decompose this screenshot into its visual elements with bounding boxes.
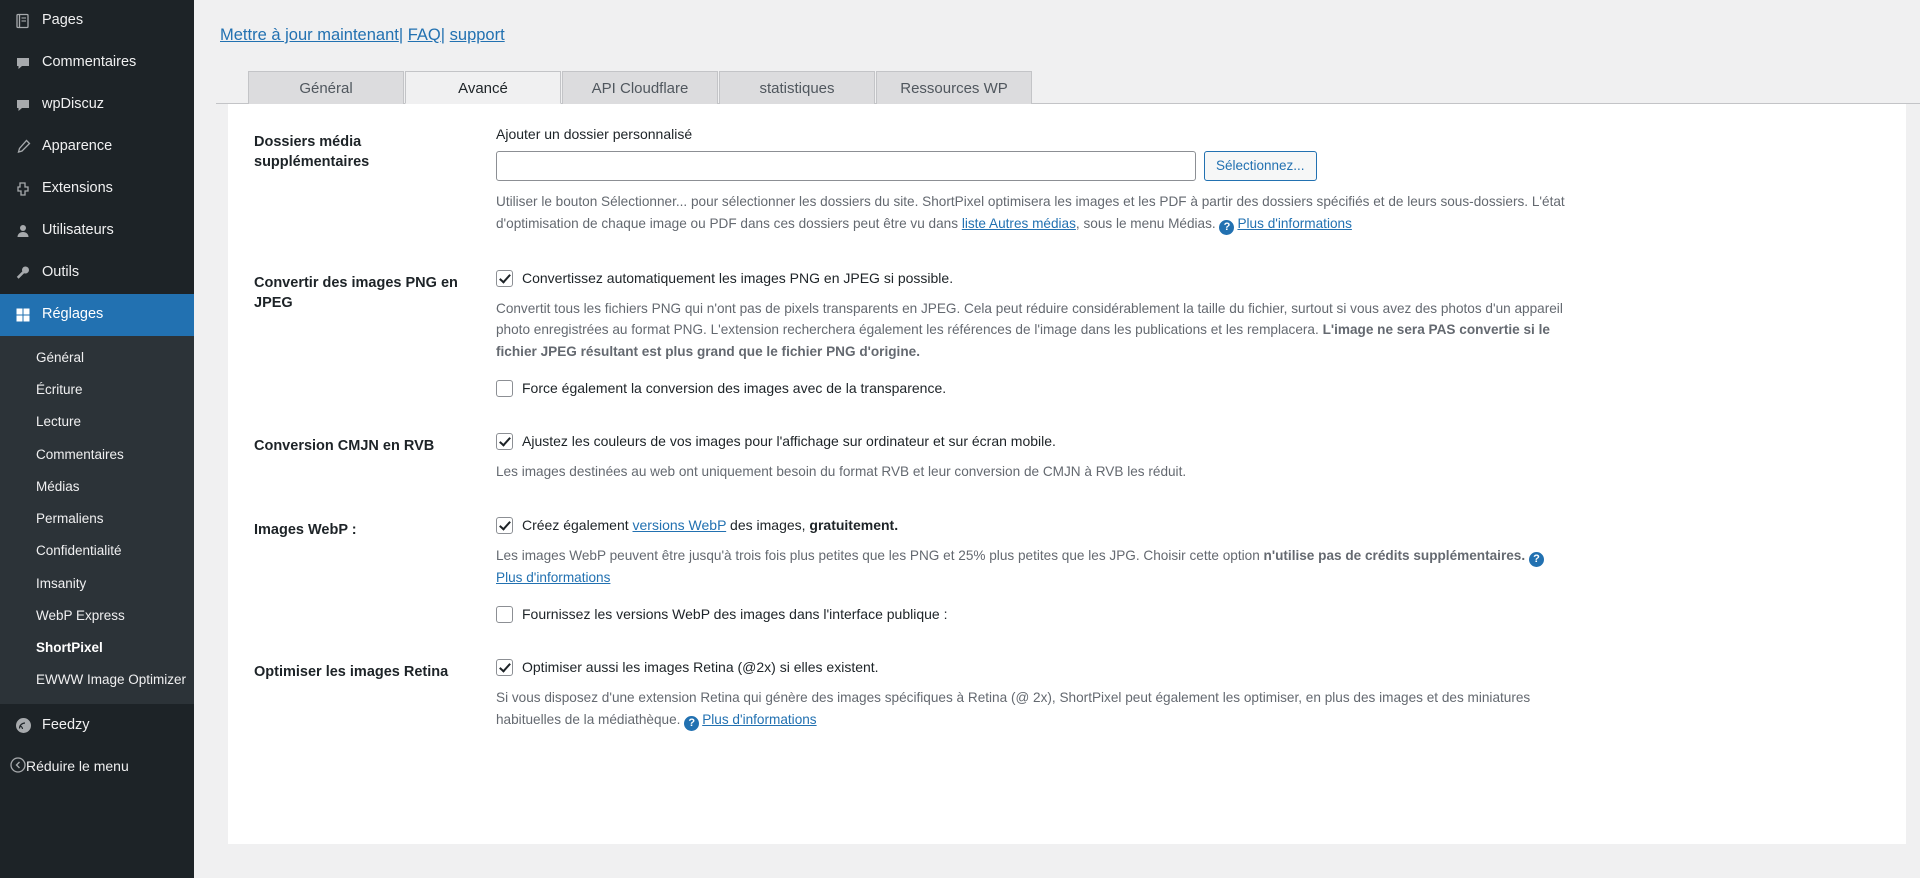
settings-tabs [216,69,1920,104]
sidebar-item-label: Apparence [42,138,113,155]
setting-label-webp: Images WebP : [254,522,357,539]
retina-checkbox-line[interactable] [496,658,1866,677]
sidebar-item-label: Utilisateurs [42,222,114,239]
png-to-jpeg-checkbox-line[interactable] [496,269,1866,288]
setting-label-cmyk-to-rgb: Conversion CMJN en RVB [254,437,435,454]
admin-main [194,0,1920,878]
sidebar-item-outils[interactable] [0,252,194,294]
comments-icon [10,55,36,71]
webp-create-checkbox-label [522,516,898,535]
webp-frontend-checkbox-label: Fournissez les versions WebP des images dans l'interface publique : [522,606,948,623]
sidebar-item-feedzy[interactable] [0,704,194,746]
retina-checkbox-label: Optimiser aussi les images Retina (@2x) si elles existent. [522,658,879,675]
submenu-item-general[interactable]: Général [36,350,85,365]
sidebar-item-reglages[interactable] [0,294,194,336]
webp-label-bold: gratuitement. [809,517,899,534]
retina-more-info-link[interactable]: Plus d'informations [702,711,817,727]
cmyk-checkbox-line[interactable] [496,432,1866,451]
media-folders-help-text-2: , sous le menu Médias. [1075,215,1216,231]
setting-row-retina [228,634,1906,741]
sidebar-item-apparence[interactable] [0,126,194,168]
webp-help [496,545,1566,589]
webp-label-mid: des images, [726,517,810,534]
webp-help-text: Les images WebP peuvent être jusqu'à trois fois plus petites que les PNG et 25% plus petites que les JPG. Choisir cette option [496,548,1260,564]
custom-folder-input-line [496,151,1866,181]
tab-statistiques[interactable]: statistiques [719,71,875,104]
tools-icon [10,265,36,281]
webp-frontend-checkbox[interactable] [496,606,513,623]
setting-body-media-folders [496,104,1906,245]
sidebar-item-label: Feedzy [42,716,90,733]
users-icon [10,223,36,239]
custom-folder-input[interactable] [496,151,1196,181]
sidebar-item-label: Commentaires [42,54,137,71]
setting-label-retina: Optimiser les images Retina [254,663,449,680]
info-icon: ? [1529,552,1544,567]
submenu-item-commentaires[interactable]: Commentaires [36,446,124,462]
cmyk-to-rgb-checkbox[interactable] [496,433,513,450]
setting-label-media-folders: Dossiers média supplémentaires [254,134,370,171]
sidebar-item-label: Réglages [42,306,104,323]
wpdiscuz-icon [10,97,36,113]
setting-row-webp [228,492,1906,634]
png-transparency-checkbox-line[interactable] [496,379,1866,398]
retina-help [496,687,1566,731]
cmyk-to-rgb-help: Les images destinées au web ont uniquement besoin du format RVB et leur conversion de CMJN à RVB les réduit. [496,463,1187,479]
collapse-menu-label: Réduire le menu [26,758,129,775]
submenu-item-medias[interactable]: Médias [36,478,80,494]
webp-help-bold: n'utilise pas de crédits supplémentaires. [1263,548,1526,564]
tab-general[interactable]: Général [248,71,404,104]
notice-separator-1: | [398,26,404,44]
png-transparency-checkbox-label: Force également la conversion des images avec de la transparence. [522,379,947,396]
setting-row-png-to-jpeg [228,245,1906,408]
setting-body-png-to-jpeg [496,245,1906,408]
settings-panel [228,104,1906,844]
submenu-item-permaliens[interactable]: Permaliens [36,511,104,527]
pages-icon [10,13,36,29]
notice-separator-2: | [440,26,446,44]
webp-versions-link[interactable]: versions WebP [632,517,727,534]
faq-link[interactable]: FAQ [407,26,441,44]
admin-sidebar [0,0,194,878]
update-now-link[interactable]: Mettre à jour maintenant [220,26,399,44]
select-folder-button[interactable]: Sélectionnez... [1204,151,1317,181]
submenu-item-confidentialite[interactable]: Confidentialité [36,543,122,559]
sidebar-item-commentaires[interactable] [0,42,194,84]
cmyk-to-rgb-checkbox-label: Ajustez les couleurs de vos images pour l'affichage sur ordinateur et sur écran mobile. [522,432,1056,449]
setting-label-png-to-jpeg: Convertir des images PNG en JPEG [254,274,458,312]
collapse-menu-button[interactable] [0,746,194,786]
support-link[interactable]: support [449,26,505,44]
submenu-item-webp-express[interactable]: WebP Express [36,607,125,623]
sidebar-item-pages[interactable] [0,0,194,42]
tab-api-cloudflare[interactable]: API Cloudflare [562,71,718,104]
media-folders-help [496,191,1566,235]
webp-more-info-link[interactable]: Plus d'informations [496,570,611,586]
submenu-item-imsanity[interactable]: Imsanity [36,575,87,591]
appearance-icon [10,139,36,155]
collapse-icon [10,757,26,776]
custom-folder-field-label: Ajouter un dossier personnalisé [496,126,693,142]
submenu-item-ewww-image-optimizer[interactable]: EWWW Image Optimizer [36,672,187,688]
png-to-jpeg-help-bold: L'image ne sera PAS convertie si le fichier JPEG résultant est plus grand que le fichier PNG d'origine. [496,322,1550,360]
setting-body-webp [496,492,1906,634]
png-to-jpeg-checkbox[interactable] [496,270,513,287]
setting-body-cmyk-to-rgb [496,408,1906,493]
sidebar-item-label: Extensions [42,180,113,197]
update-notice [216,0,1920,45]
png-to-jpeg-checkbox-label: Convertissez automatiquement les images PNG en JPEG si possible. [522,269,954,286]
submenu-item-lecture[interactable]: Lecture [36,414,82,430]
sidebar-item-wpdiscuz[interactable] [0,84,194,126]
sidebar-item-extensions[interactable] [0,168,194,210]
tab-avance[interactable]: Avancé [405,71,561,104]
feedzy-icon [10,717,36,734]
png-transparency-checkbox[interactable] [496,380,513,397]
autres-medias-link[interactable]: liste Autres médias [961,215,1076,231]
setting-body-retina [496,634,1906,741]
setting-row-media-folders [228,104,1906,245]
content-wrap [216,0,1920,878]
submenu-item-ecriture[interactable]: Écriture [36,382,83,398]
settings-submenu [0,336,194,704]
sidebar-item-label: Outils [42,264,80,281]
retina-checkbox[interactable] [496,659,513,676]
info-icon: ? [1219,220,1234,235]
webp-create-checkbox-line[interactable] [496,516,1866,535]
sidebar-item-label: wpDiscuz [42,96,105,113]
submenu-item-shortpixel[interactable]: ShortPixel [36,639,103,655]
media-folders-help-text-1: Utiliser le bouton Sélectionner... pour sélectionner les dossiers du site. ShortPixel optimisera les images et les PDF à partir des dossiers spécifiés et de leurs sous-dossiers. L'état d'optimisation de chaque image ou PDF dans ces dossiers peut être vu dans [496,194,1565,231]
webp-label-before: Créez également [522,517,633,534]
webp-frontend-checkbox-line[interactable] [496,605,1866,624]
sidebar-item-label: Pages [42,12,84,29]
plugins-icon [10,181,36,197]
info-icon: ? [684,716,699,731]
png-to-jpeg-help-text: Convertit tous les fichiers PNG qui n'ont pas de pixels transparents en JPEG. Cela peut réduire considérablement la taille du fichier, surtout si vous avez des photos d'un appareil photo enregistrées au format PNG. L'extension recherchera également les références de l'image dans les publications et les remplacera. [496,300,1563,338]
tab-ressources-wp[interactable]: Ressources WP [876,71,1032,104]
retina-help-text: Si vous disposez d'une extension Retina qui génère des images spécifiques à Retina (@ 2x), ShortPixel peut également les optimiser, en plus des images et des miniatures habituelles de la médiathèque. [496,689,1531,727]
png-to-jpeg-help [496,298,1566,363]
settings-icon [10,307,36,323]
webp-create-checkbox[interactable] [496,517,513,534]
setting-row-cmyk-to-rgb [228,408,1906,493]
sidebar-item-utilisateurs[interactable] [0,210,194,252]
media-folders-more-info-link[interactable]: Plus d'informations [1237,215,1352,231]
